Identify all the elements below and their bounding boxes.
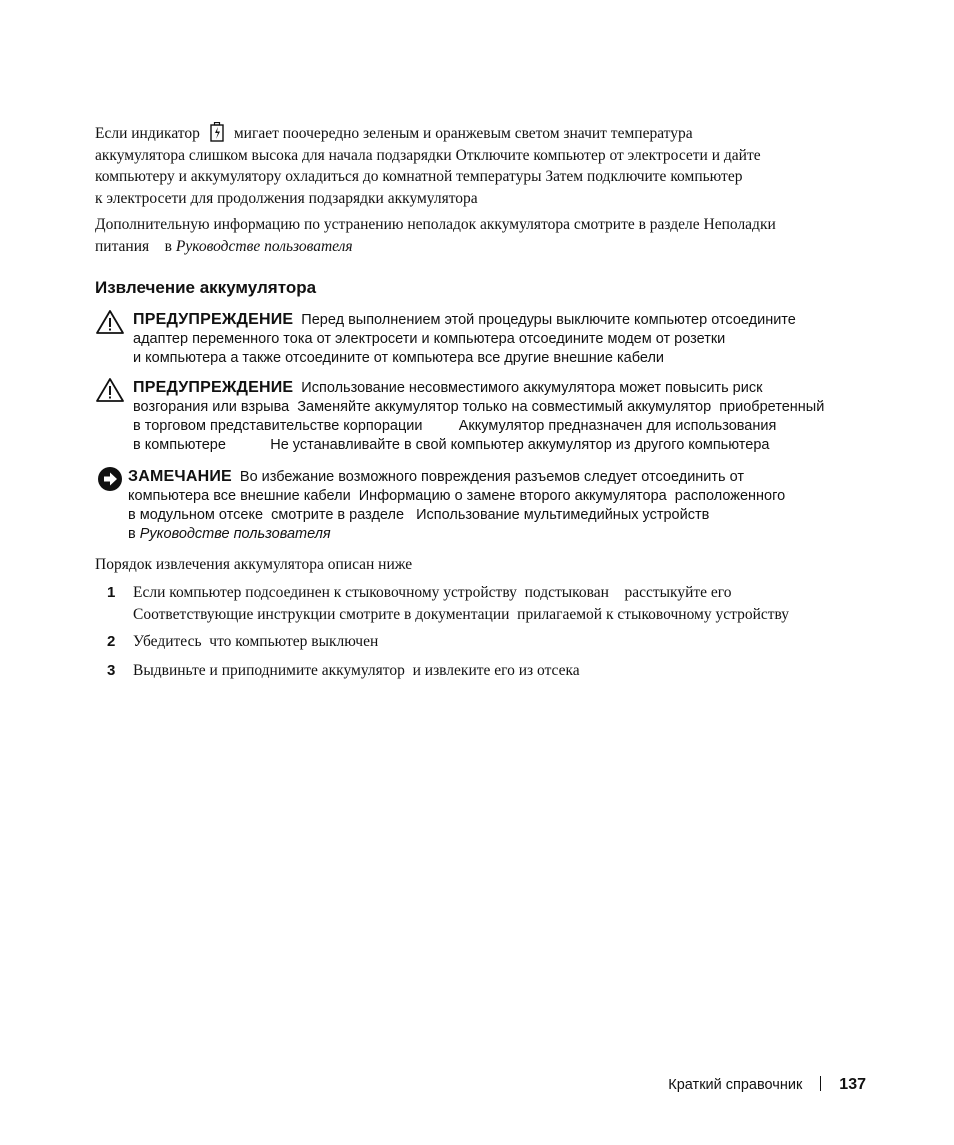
warning-triangle-icon [95,309,125,335]
step-3-line-1: Выдвиньте и приподнимите аккумулятор и извлеките его из отсека [133,662,580,679]
step-3-number: 3 [107,662,116,679]
more-info-line-1: Дополнительную информацию по устранению неполадок аккумулятора смотрите в разделе Неполадки [95,216,776,233]
warning-2-line-2: возгорания или взрыва Заменяйте аккумулятор только на совместимый аккумулятор приобретенный [133,399,825,415]
intro-line-3: компьютеру и аккумулятору охладиться до комнатной температуры Затем подключите компьютер [95,168,743,185]
step-1-text [133,582,873,625]
section-title: Извлечение аккумулятора [95,278,317,297]
step-2-text [133,631,873,653]
more-info-text: питания в [95,237,176,255]
footer-title: Краткий справочник [668,1077,803,1093]
warning-block-2 [95,377,865,457]
warning-1-text-1: Перед выполнением этой процедуры выключите компьютер отсоедините [301,312,796,328]
notice-label: ЗАМЕЧАНИЕ [128,468,232,485]
battery-icon [210,122,224,142]
notice-line-4 [128,525,868,544]
intro-text-b: мигает поочередно зеленым и оранжевым светом значит температура [233,125,693,142]
intro-line-4: к электросети для продолжения подзарядки аккумулятора [95,189,478,207]
notice-text-1: Во избежание возможного повреждения разъемов следует отсоединить от [239,469,745,485]
warning-1-line-1 [133,310,873,330]
intro-text-a: Если индикатор [95,125,200,142]
notice-line-2: компьютера все внешние кабели Информацию о замене второго аккумулятора расположенного [128,488,786,504]
step-2-line-1: Убедитесь что компьютер выключен [133,633,379,650]
warning-1-line-3: и компьютера а также отсоедините от компьютера все другие внешние кабели [133,350,664,366]
warning-triangle-icon [95,377,125,403]
more-info-line-2 [95,236,865,258]
warning-block-1 [95,309,865,369]
step-1-line-2: Соответствующие инструкции смотрите в документации прилагаемой к стыковочному устройству [133,605,790,623]
warning-1-line-2: адаптер переменного тока от электросети и компьютера отсоедините модем от розетки [133,331,726,347]
battery-indicator-paragraph [95,122,865,209]
step-3-text [133,660,873,682]
notice-text-4: в [128,526,140,542]
warning-2-line-3: в торговом представительстве корпорации Аккумулятор предназначен для использования [133,418,777,434]
notice-block [95,466,865,546]
warning-2-line-1 [133,378,873,398]
warning-2-text-1: Использование несовместимого аккумулятора может повысить риск [301,380,763,396]
notice-body [128,467,868,544]
step-2 [95,631,875,653]
step-1-line-1: Если компьютер подсоединен к стыковочному устройству подстыкован расстыкуйте его [133,584,732,601]
removal-order-intro: Порядок извлечения аккумулятора описан ниже [95,556,413,573]
user-guide-link-text: Руководстве пользователя [175,237,353,255]
step-1-number: 1 [107,584,116,601]
page-footer [600,1076,866,1094]
intro-line-2: аккумулятора слишком высока для начала подзарядки Отключите компьютер от электросети и дайте [95,146,761,164]
intro-line-1 [95,122,865,145]
warning-2-line-4: в компьютере Не устанавливайте в свой компьютер аккумулятор из другого компьютера [133,437,770,453]
notice-arrow-icon [97,466,123,492]
warning-1-label: ПРЕДУПРЕЖДЕНИЕ [133,311,294,328]
footer-divider [820,1076,821,1091]
notice-line-1 [128,467,868,487]
warning-2-label: ПРЕДУПРЕЖДЕНИЕ [133,379,294,396]
notice-line-3: в модульном отсеке смотрите в разделе Использование мультимедийных устройств [128,507,710,523]
step-3 [95,660,875,682]
warning-1-body [133,310,873,368]
step-2-number: 2 [107,633,116,650]
step-1 [95,582,875,626]
page-number: 137 [839,1076,866,1093]
warning-2-body [133,378,873,455]
notice-user-guide-text: Руководстве пользователя [139,526,331,542]
more-info-paragraph [95,214,865,257]
